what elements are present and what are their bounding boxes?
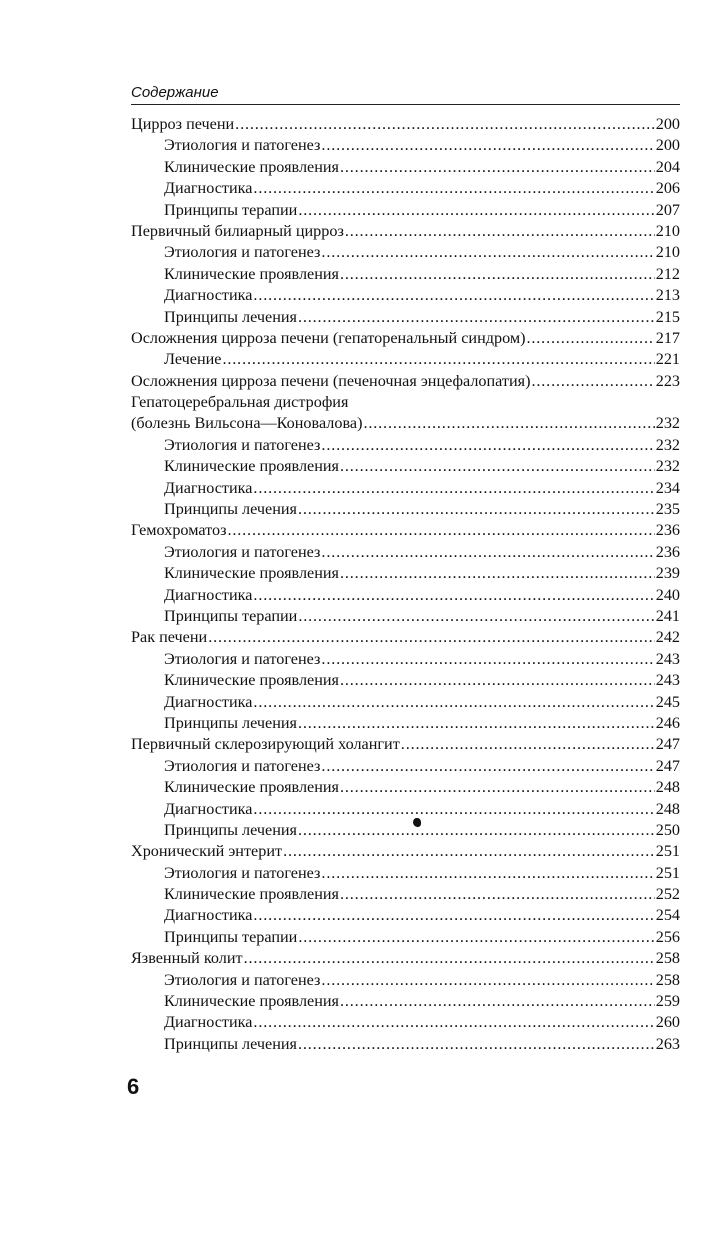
toc-entry xyxy=(131,1012,680,1033)
toc-entry xyxy=(131,863,680,884)
leader-dots xyxy=(253,478,654,499)
leader-dots xyxy=(340,884,655,905)
toc-entry-title: Этиология и патогенез xyxy=(164,863,321,882)
toc-entry xyxy=(131,114,680,135)
toc-entry-title: Этиология и патогенез xyxy=(164,243,321,262)
leader-dots xyxy=(253,585,654,606)
leader-dots xyxy=(244,948,655,969)
toc-entry xyxy=(131,970,680,991)
leader-dots xyxy=(345,221,655,242)
toc-entry xyxy=(131,563,680,584)
toc-entry-page: 250 xyxy=(655,820,680,839)
toc-entry xyxy=(131,799,680,820)
toc-entry xyxy=(131,478,680,499)
toc-entry-title: Гемохроматоз xyxy=(131,521,227,540)
leader-dots xyxy=(253,285,654,306)
toc-entry xyxy=(131,649,680,670)
ink-blot xyxy=(413,818,421,827)
toc-entry-page: 213 xyxy=(655,286,680,305)
toc-entry xyxy=(131,627,680,648)
leader-dots xyxy=(340,456,655,477)
leader-dots xyxy=(253,1012,654,1033)
leader-dots xyxy=(253,799,654,820)
toc-entry xyxy=(131,927,680,948)
toc-entry-title: Клинические проявления xyxy=(164,264,339,283)
toc-entry-title: Диагностика xyxy=(164,906,253,925)
leader-dots xyxy=(227,520,654,541)
toc-entry xyxy=(131,756,680,777)
toc-entry xyxy=(131,499,680,520)
toc-entry-page: 204 xyxy=(655,157,680,176)
toc-entry-page: 232 xyxy=(655,457,680,476)
toc-entry xyxy=(131,285,680,306)
leader-dots xyxy=(321,863,654,884)
page-number: 6 xyxy=(127,1074,140,1099)
toc-entry-title: Принципы терапии xyxy=(164,200,298,219)
leader-dots xyxy=(527,328,655,349)
toc-entry-title: Клинические проявления xyxy=(164,457,339,476)
toc-entry-title: Диагностика xyxy=(164,692,253,711)
leader-dots xyxy=(340,563,655,584)
leader-dots xyxy=(298,606,654,627)
leader-dots xyxy=(208,627,655,648)
toc-entry-title: Этиология и патогенез xyxy=(164,136,321,155)
toc-entry-page: 245 xyxy=(655,692,680,711)
toc-entry-title: Лечение xyxy=(164,350,222,369)
leader-dots xyxy=(340,157,655,178)
toc-entry-title: Принципы лечения xyxy=(164,820,297,839)
toc-entry xyxy=(131,456,680,477)
leader-dots xyxy=(235,114,655,135)
toc-entry xyxy=(131,1034,680,1055)
toc-entry-page: 210 xyxy=(655,221,680,240)
toc-entry-page: 242 xyxy=(655,628,680,647)
toc-entry xyxy=(131,585,680,606)
toc-entry xyxy=(131,178,680,199)
toc-entry-title: Клинические проявления xyxy=(164,157,339,176)
toc-entry-page: 252 xyxy=(655,885,680,904)
toc-entry-title: Клинические проявления xyxy=(164,778,339,797)
toc-entry xyxy=(131,264,680,285)
toc-entry-title: (болезнь Вильсона—Коновалова) xyxy=(131,414,363,433)
toc-entry xyxy=(131,221,680,242)
toc-entry-title: Диагностика xyxy=(164,179,253,198)
leader-dots xyxy=(283,841,655,862)
toc-entry-title: Диагностика xyxy=(164,286,253,305)
toc-entry-title: Принципы терапии xyxy=(164,927,298,946)
toc-entry-title: Цирроз печени xyxy=(131,115,235,133)
toc-entry xyxy=(131,371,680,392)
toc-entry xyxy=(131,713,680,734)
toc-entry-title: Этиология и патогенез xyxy=(164,542,321,561)
toc-entry-page: 236 xyxy=(655,542,680,561)
toc-entry-title: Язвенный колит xyxy=(131,949,243,968)
toc-entry-page: 258 xyxy=(655,949,680,968)
leader-dots xyxy=(321,242,654,263)
toc-entry xyxy=(131,692,680,713)
toc-entry-title: Принципы лечения xyxy=(164,307,297,326)
toc-entry-title: Этиология и патогенез xyxy=(164,756,321,775)
toc-entry-page: 260 xyxy=(655,1013,680,1032)
toc-entry-page: 206 xyxy=(655,179,680,198)
leader-dots xyxy=(321,542,654,563)
leader-dots xyxy=(298,820,655,841)
toc-entry-page: 241 xyxy=(655,606,680,625)
toc-entry-title: Клинические проявления xyxy=(164,564,339,583)
toc-entry xyxy=(131,734,680,755)
toc-entry xyxy=(131,670,680,691)
leader-dots xyxy=(340,670,655,691)
toc-entry-page: 243 xyxy=(655,649,680,668)
toc-entry xyxy=(131,991,680,1012)
leader-dots xyxy=(223,349,655,370)
toc-entry-title: Осложнения цирроза печени (печеночная энцефалопатия) xyxy=(131,371,531,390)
toc-entry-title: Диагностика xyxy=(164,585,253,604)
toc-entry-title: Хронический энтерит xyxy=(131,842,283,861)
toc-entry-title: Клинические проявления xyxy=(164,992,339,1011)
toc-entry xyxy=(131,820,680,841)
toc-entry-page: 259 xyxy=(655,992,680,1011)
leader-dots xyxy=(340,264,655,285)
leader-dots xyxy=(321,649,654,670)
toc-entry-page: 246 xyxy=(655,713,680,732)
toc-entry-title: Диагностика xyxy=(164,478,253,497)
toc-entry xyxy=(131,307,680,328)
toc-entry-page: 251 xyxy=(655,842,680,861)
toc-entry-page: 258 xyxy=(655,970,680,989)
toc-entry-title: Гепатоцеребральная дистрофия xyxy=(131,393,349,412)
leader-dots xyxy=(321,435,654,456)
toc-entry xyxy=(131,200,680,221)
toc-entry-page: 221 xyxy=(655,350,680,369)
leader-dots xyxy=(298,307,655,328)
toc-entry-page: 232 xyxy=(655,435,680,454)
toc-entry xyxy=(131,905,680,926)
leader-dots xyxy=(298,927,654,948)
leader-dots xyxy=(340,991,655,1012)
toc-entry-page: 235 xyxy=(655,500,680,519)
toc-entry-page: 251 xyxy=(655,863,680,882)
toc-entry-page: 212 xyxy=(655,264,680,283)
toc-entry-page: 247 xyxy=(655,735,680,754)
leader-dots xyxy=(532,371,655,392)
toc-entry-title: Принципы лечения xyxy=(164,713,297,732)
toc-entry xyxy=(131,841,680,862)
leader-dots xyxy=(321,756,654,777)
leader-dots xyxy=(298,1034,655,1055)
toc-entry-title: Этиология и патогенез xyxy=(164,435,321,454)
toc-entry-title: Диагностика xyxy=(164,799,253,818)
toc-entry xyxy=(131,328,680,349)
toc-entry-title: Клинические проявления xyxy=(164,885,339,904)
toc-entry-title: Диагностика xyxy=(164,1013,253,1032)
toc-entry-page: 248 xyxy=(655,778,680,797)
toc-entry xyxy=(131,884,680,905)
toc-entry-page: 236 xyxy=(655,521,680,540)
toc-entry xyxy=(131,413,680,434)
leader-dots xyxy=(321,970,654,991)
toc-entry-title: Осложнения цирроза печени (гепаторенальный синдром) xyxy=(131,328,526,347)
toc-entry-title: Этиология и патогенез xyxy=(164,970,321,989)
leader-dots xyxy=(298,499,655,520)
leader-dots xyxy=(321,135,654,156)
toc-entry xyxy=(131,435,680,456)
table-of-contents xyxy=(131,114,680,1055)
toc-entry-page: 215 xyxy=(655,307,680,326)
toc-entry-page: 239 xyxy=(655,564,680,583)
toc-entry-title: Этиология и патогенез xyxy=(164,649,321,668)
toc-entry xyxy=(131,542,680,563)
toc-entry-page: 254 xyxy=(655,906,680,925)
toc-entry-page: 263 xyxy=(655,1034,680,1053)
toc-entry-title: Принципы лечения xyxy=(164,1034,297,1053)
toc-entry xyxy=(131,606,680,627)
toc-entry-title: Первичный билиарный цирроз xyxy=(131,221,344,240)
leader-dots xyxy=(253,905,654,926)
toc-entry-title: Клинические проявления xyxy=(164,671,339,690)
toc-entry-title: Принципы лечения xyxy=(164,500,297,519)
toc-entry-title: Первичный склерозирующий холангит xyxy=(131,735,400,754)
toc-entry-title: Принципы терапии xyxy=(164,606,298,625)
toc-entry xyxy=(131,392,680,413)
leader-dots xyxy=(340,777,655,798)
toc-entry-page: 247 xyxy=(655,756,680,775)
toc-entry-page: 240 xyxy=(655,585,680,604)
toc-entry-page: 243 xyxy=(655,671,680,690)
toc-entry xyxy=(131,242,680,263)
toc-entry-page: 207 xyxy=(655,200,680,219)
toc-entry-title: Рак печени xyxy=(131,628,208,647)
toc-entry xyxy=(131,157,680,178)
toc-entry xyxy=(131,349,680,370)
toc-entry xyxy=(131,135,680,156)
leader-dots xyxy=(253,178,654,199)
leader-dots xyxy=(253,692,654,713)
toc-entry-page: 200 xyxy=(655,115,680,133)
toc-entry-page: 232 xyxy=(655,414,680,433)
toc-entry-page: 234 xyxy=(655,478,680,497)
toc-entry-page: 217 xyxy=(655,328,680,347)
toc-entry xyxy=(131,948,680,969)
toc-entry-page: 200 xyxy=(655,136,680,155)
toc-entry xyxy=(131,777,680,798)
toc-entry xyxy=(131,520,680,541)
toc-entry-page: 248 xyxy=(655,799,680,818)
toc-entry-page: 223 xyxy=(655,371,680,390)
toc-entry-page: 256 xyxy=(655,927,680,946)
header-rule xyxy=(131,104,680,105)
leader-dots xyxy=(401,734,655,755)
leader-dots xyxy=(298,713,655,734)
running-header: Содержание xyxy=(131,84,219,101)
toc-entry-page: 210 xyxy=(655,243,680,262)
leader-dots xyxy=(363,413,654,434)
leader-dots xyxy=(298,200,654,221)
